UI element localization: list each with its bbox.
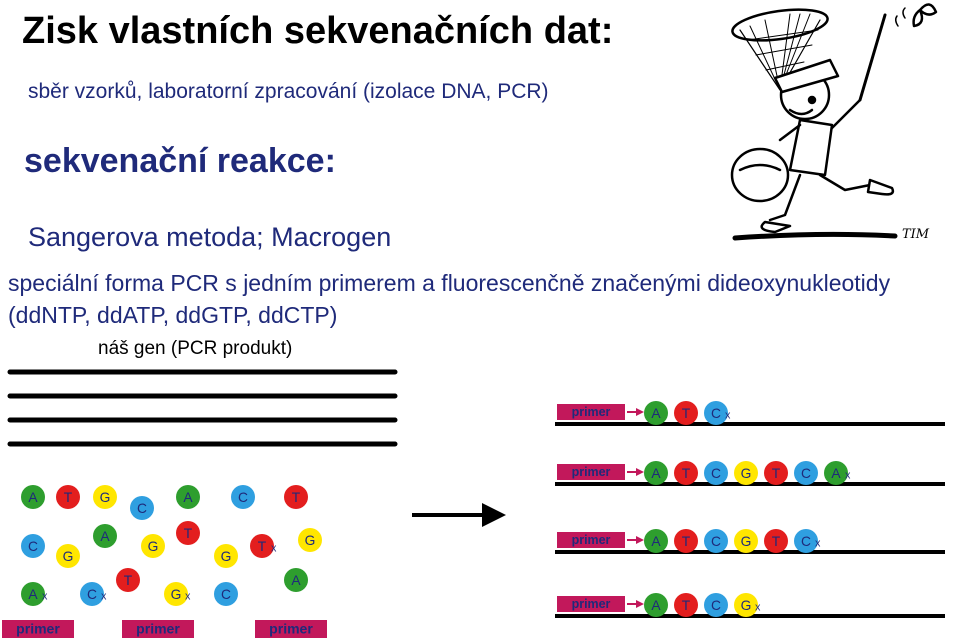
svg-text:A: A — [28, 490, 38, 506]
svg-text:T: T — [681, 534, 691, 550]
terminated-products — [555, 401, 945, 617]
mix-nucleotide-G — [214, 544, 238, 568]
svg-text:C: C — [28, 539, 38, 555]
svg-text:A: A — [831, 466, 841, 482]
product-nucleotide-A — [644, 461, 668, 485]
mix-nucleotide-G — [141, 534, 165, 558]
svg-text:primer: primer — [571, 404, 611, 419]
svg-text:C: C — [711, 534, 721, 550]
ddntp-marker: x — [42, 590, 48, 603]
product-row — [555, 401, 945, 425]
primer-box — [557, 596, 625, 612]
mix-nucleotide-T — [250, 534, 277, 558]
ddntp-marker: x — [845, 469, 851, 482]
svg-text:A: A — [100, 529, 110, 545]
mix-nucleotide-C — [231, 485, 255, 509]
svg-text:primer: primer — [571, 464, 611, 479]
text-line-ddntp: (ddNTP, ddATP, ddGTP, ddCTP) — [8, 302, 338, 328]
product-nucleotide-G — [734, 593, 761, 617]
product-nucleotide-T — [764, 461, 788, 485]
mix-nucleotide-G — [56, 544, 80, 568]
mix-nucleotide-G — [298, 528, 322, 552]
svg-text:T: T — [123, 573, 133, 589]
svg-text:C: C — [801, 534, 811, 550]
mix-nucleotide-A — [21, 485, 45, 509]
svg-text:T: T — [183, 526, 193, 542]
reaction-arrow — [412, 503, 506, 527]
mix-nucleotide-C — [21, 534, 45, 558]
svg-text:G: G — [740, 466, 752, 482]
svg-text:G: G — [304, 533, 316, 549]
product-nucleotide-G — [734, 461, 758, 485]
ddntp-marker: x — [755, 601, 761, 614]
svg-text:T: T — [681, 598, 691, 614]
product-nucleotide-T — [674, 529, 698, 553]
ddntp-marker: x — [815, 537, 821, 550]
product-nucleotide-C — [704, 461, 728, 485]
cartoon-signature: TIM — [902, 227, 930, 242]
text-line-pcr-description: speciální forma PCR s jedním primerem a fluorescenčně značenými dideoxynukleotidy — [8, 270, 891, 296]
free-primers — [2, 620, 327, 638]
svg-text:C: C — [801, 466, 811, 482]
svg-text:C: C — [221, 587, 231, 603]
slide-title: Zisk vlastních sekvenačních dat: — [22, 10, 614, 52]
svg-text:T: T — [771, 466, 781, 482]
pcr-product-strands — [10, 372, 395, 444]
svg-text:A: A — [651, 406, 661, 422]
ddntp-marker: x — [725, 409, 731, 422]
svg-text:G: G — [220, 549, 232, 565]
mix-nucleotide-T — [56, 485, 80, 509]
product-nucleotide-T — [674, 461, 698, 485]
svg-text:C: C — [711, 406, 721, 422]
product-nucleotide-C — [794, 529, 821, 553]
svg-text:A: A — [28, 587, 38, 603]
product-nucleotide-C — [704, 593, 728, 617]
text-line-sampling: sběr vzorků, laboratorní zpracování (izolace DNA, PCR) — [28, 80, 549, 103]
svg-text:C: C — [87, 587, 97, 603]
svg-text:A: A — [651, 598, 661, 614]
product-nucleotide-C — [704, 529, 728, 553]
nucleotide-mix — [21, 485, 322, 606]
svg-text:T: T — [681, 466, 691, 482]
svg-text:C: C — [137, 501, 147, 517]
mix-nucleotide-A — [93, 524, 117, 548]
mix-nucleotide-G — [93, 485, 117, 509]
svg-text:T: T — [257, 539, 267, 555]
product-row — [555, 529, 945, 553]
primer-box — [122, 620, 194, 638]
svg-text:G: G — [62, 549, 74, 565]
svg-text:primer: primer — [571, 596, 611, 611]
primer-box — [557, 464, 625, 480]
svg-text:T: T — [681, 406, 691, 422]
product-nucleotide-T — [764, 529, 788, 553]
primer-box — [2, 620, 74, 638]
product-nucleotide-A — [824, 461, 851, 485]
product-row — [555, 593, 945, 617]
product-nucleotide-T — [674, 593, 698, 617]
svg-text:T: T — [771, 534, 781, 550]
product-row — [555, 461, 945, 485]
ddntp-marker: x — [271, 542, 277, 555]
svg-text:primer: primer — [269, 620, 313, 637]
svg-text:G: G — [740, 598, 752, 614]
svg-text:A: A — [651, 534, 661, 550]
primer-box — [557, 404, 625, 420]
mix-nucleotide-C — [130, 496, 154, 520]
svg-text:A: A — [291, 573, 301, 589]
mix-nucleotide-A — [21, 582, 48, 606]
svg-text:A: A — [183, 490, 193, 506]
mix-nucleotide-G — [164, 582, 191, 606]
svg-text:G: G — [740, 534, 752, 550]
svg-text:C: C — [711, 466, 721, 482]
text-line-sanger: Sangerova metoda; Macrogen — [28, 222, 392, 252]
ddntp-marker: x — [185, 590, 191, 603]
product-nucleotide-G — [734, 529, 758, 553]
heading-sequencing-reaction: sekvenační reakce: — [24, 142, 336, 180]
mix-nucleotide-C — [214, 582, 238, 606]
svg-text:A: A — [651, 466, 661, 482]
mix-nucleotide-A — [284, 568, 308, 592]
mix-nucleotide-T — [116, 568, 140, 592]
mix-nucleotide-A — [176, 485, 200, 509]
svg-text:primer: primer — [16, 620, 60, 637]
product-nucleotide-A — [644, 593, 668, 617]
ddntp-marker: x — [101, 590, 107, 603]
svg-text:T: T — [63, 490, 73, 506]
svg-text:C: C — [238, 490, 248, 506]
product-nucleotide-A — [644, 401, 668, 425]
product-nucleotide-C — [704, 401, 731, 425]
svg-text:primer: primer — [571, 532, 611, 547]
product-nucleotide-T — [674, 401, 698, 425]
product-nucleotide-A — [644, 529, 668, 553]
product-nucleotide-C — [794, 461, 818, 485]
svg-text:G: G — [147, 539, 159, 555]
svg-text:C: C — [711, 598, 721, 614]
svg-text:primer: primer — [136, 620, 180, 637]
svg-text:G: G — [99, 490, 111, 506]
primer-box — [557, 532, 625, 548]
mix-nucleotide-T — [176, 521, 200, 545]
mix-nucleotide-T — [284, 485, 308, 509]
svg-text:G: G — [170, 587, 182, 603]
mix-nucleotide-C — [80, 582, 107, 606]
label-our-gene: náš gen (PCR produkt) — [98, 338, 293, 359]
primer-box — [255, 620, 327, 638]
svg-text:T: T — [291, 490, 301, 506]
